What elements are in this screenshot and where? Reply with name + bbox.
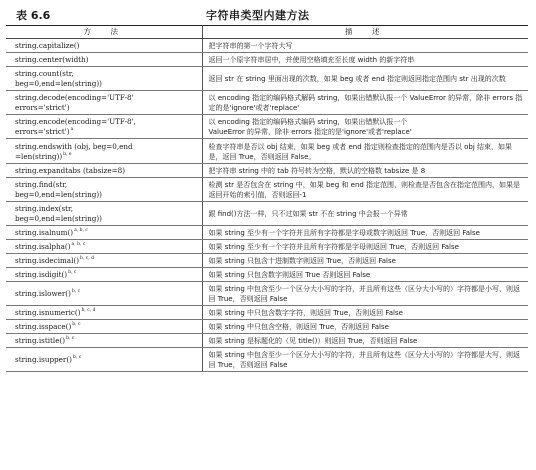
table-title: 字符串类型内建方法 [206,9,310,22]
method-cell [6,39,202,53]
table-number: 表 6.6 [16,9,51,22]
description-cell: 检测 str 是否包含在 string 中，如果 beg 和 end 指定范围，则检查是否包含在指定范围内，如果是返回开始的索引值，否则返回-1 [202,178,528,202]
footnote-marker: a [70,127,74,132]
description-cell: 如果 string 中只包含空格，则返回 True，否则返回 False [202,320,528,334]
description-cell: 跟 find()方法一样，只不过如果 str 不在 string 中会报一个异常 [202,202,528,226]
method-signature: string.istitle() [15,336,66,345]
method-cell [6,164,202,178]
description-cell: 以 encoding 指定的编码格式解码 string，如果出错默认报一个 ValueError 的异常，除非 errors 指定的是'ignore'或者'replace' [202,91,528,115]
table-row [6,53,528,67]
method-cell [6,115,202,139]
method-cell [6,91,202,115]
description-cell: 返回一个原字符串居中，并使用空格填充至长度 width 的新字符串 [202,53,528,67]
footnote-marker: b, c [71,289,81,294]
method-signature: string.center(width) [15,55,89,64]
table-body [6,39,528,372]
table-row [6,254,528,268]
table-row [6,164,528,178]
table-row [6,240,528,254]
method-signature: string.capitalize() [15,41,80,50]
method-signature: string.isspace() [15,322,72,331]
description-cell: 如果 string 中包含至少一个区分大小写的字符，并且所有这些（区分大小写的）字符都是小写，则返回 True，否则返回 False [202,282,528,306]
method-column-header: 方 法 [6,26,202,39]
footnote-marker: b, c, d [81,308,96,313]
table-row [6,226,528,240]
description-cell: 把字符串 string 中的 tab 符号转为空格，默认的空格数 tabsize 是 8 [202,164,528,178]
method-cell [6,240,202,254]
footnote-marker: b, e [63,151,72,157]
footnote-marker: b, c [72,355,82,360]
method-cell [6,254,202,268]
table-row [6,282,528,306]
method-signature: string.decode(encoding='UTF-8' errors='strict') [15,93,134,112]
table-row [6,139,528,164]
string-methods-table [6,25,528,372]
description-cell: 如果 string 至少有一个字符并且所有字符都是字母则返回 True，否则返回 False [202,240,528,254]
table-row [6,268,528,282]
method-signature: string.endswith (obj, beg=0,end =len(string)) [15,141,133,161]
footnote-marker: b, c [72,322,81,327]
method-signature: string.isalnum() [15,228,74,237]
table-row [6,91,528,115]
method-cell [6,226,202,240]
method-cell [6,268,202,282]
description-cell: 如果 string 中包含至少一个区分大小写的字符，并且所有这些（区分大小写的）字符都是大写，则返回 True，否则返回 False [202,348,528,372]
method-signature: string.encode(encoding='UTF-8', errors='strict') [15,117,136,136]
table-row [6,348,528,372]
method-signature: string.find(str, beg=0,end=len(string)) [15,180,102,199]
method-cell [6,139,202,164]
footnote-marker: b, c [66,336,75,341]
method-cell [6,306,202,320]
description-cell: 如果 string 是标题化的（见 title()）则返回 True，否则返回 False [202,334,528,348]
description-cell: 如果 string 只包含数字则返回 True 否则返回 False [202,268,528,282]
method-cell [6,348,202,372]
table-row [6,115,528,139]
method-cell [6,282,202,306]
method-signature: string.expandtabs (tabsize=8) [15,166,126,175]
footnote-marker: b, c [68,270,77,275]
table-row [6,202,528,226]
method-cell [6,320,202,334]
table-header-row [6,26,528,39]
table-row [6,39,528,53]
table-row [6,320,528,334]
method-signature: string.isalpha() [15,242,71,251]
method-cell [6,53,202,67]
description-cell: 如果 string 只包含十进制数字则返回 True，否则返回 False [202,254,528,268]
description-cell: 检查字符串是否以 obj 结束，如果 beg 或者 end 指定则检查指定的范围内是否以 obj 结束，如果是，返回 True，否则返回 False。 [202,139,528,164]
description-cell: 返回 str 在 string 里面出现的次数，如果 beg 或者 end 指定则返回指定范围内 str 出现的次数 [202,67,528,91]
method-signature: string.isdigit() [15,270,68,279]
table-row [6,334,528,348]
table-caption [6,5,530,25]
method-cell [6,334,202,348]
method-signature: string.index(str, beg=0,end=len(string)) [15,204,102,223]
table-row [6,306,528,320]
method-signature: string.isnumeric() [15,308,81,317]
footnote-marker: a, b, c [74,228,88,233]
description-cell: 如果 string 中只包含数字字符，则返回 True，否则返回 False [202,306,528,320]
table-row [6,67,528,91]
footnote-marker: a, b, c [71,242,86,247]
method-signature: string.islower() [15,289,71,298]
description-cell: 以 encoding 指定的编码格式编码 string，如果出错默认报一个 ValueError 的异常，除非 errors 指定的是'ignore'或者'replace' [202,115,528,139]
description-cell: 把字符串的第一个字符大写 [202,39,528,53]
method-signature: string.isdecimal() [15,256,79,265]
method-cell [6,178,202,202]
footnote-marker: b, c, d [80,256,95,261]
method-cell [6,202,202,226]
description-cell: 如果 string 至少有一个字符并且所有字符都是字母或数字则返回 True，否则返回 False [202,226,528,240]
table-row [6,178,528,202]
method-cell [6,67,202,91]
method-signature: string.isupper() [15,355,72,364]
description-column-header: 描 述 [202,26,528,39]
method-signature: string.count(str, beg=0,end=len(string)) [15,69,102,88]
